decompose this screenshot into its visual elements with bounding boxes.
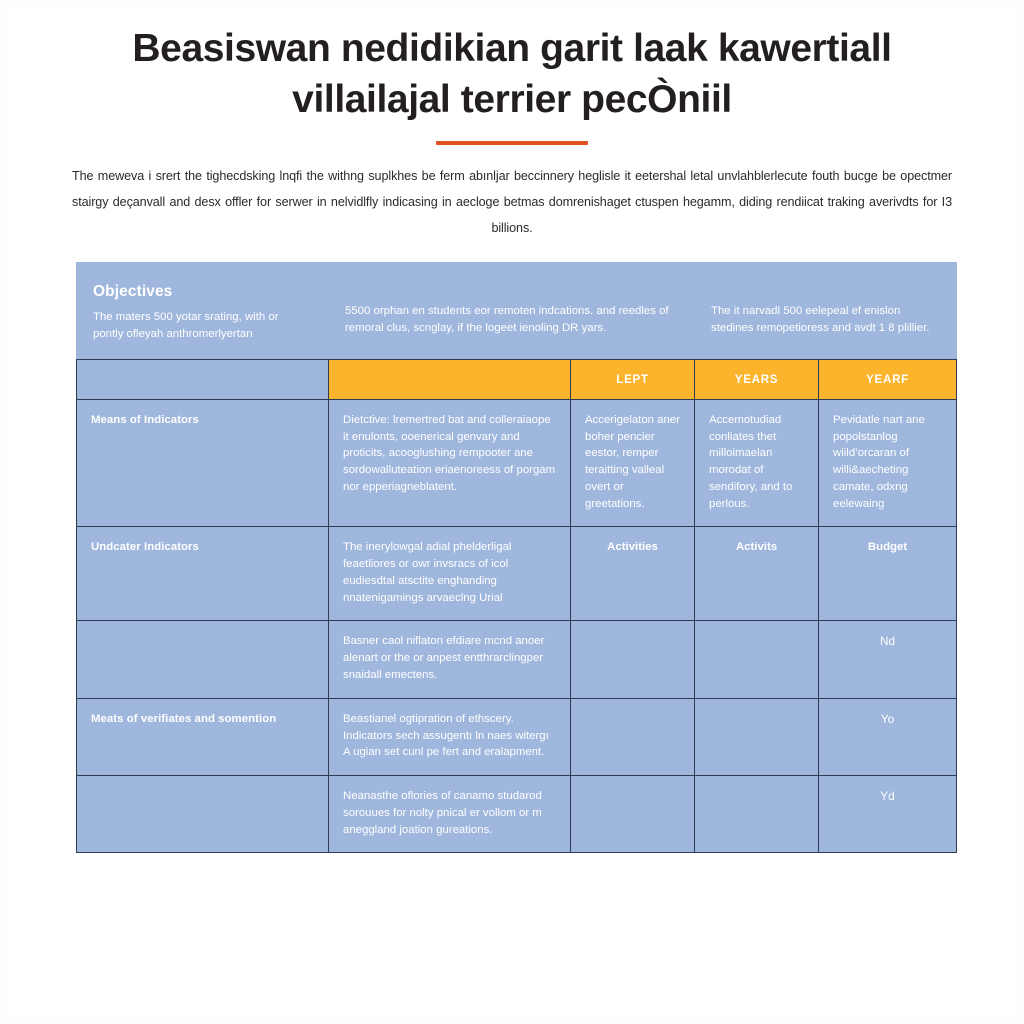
page-title-line-2: villailajal terrier pecÒniil	[292, 77, 732, 121]
row-cell-description: Beastianel ogtipration of ethscery. Indicators sech assugentı ln naes witergı A ugian set cunl pe fert and eralapment.	[329, 698, 571, 775]
row-cell-description: The inerylowgal adial phelderligal feaetliores or owr invsracs of icol eudiesdtal atsctite enghanding nnatenigamings arvaeclng Urial	[329, 527, 571, 621]
intro-paragraph: The mewevа i srert the tighecdsking lnqfi the withng suplkhes be ferm abınljar beccinnery heglisle it eetershal letal unvlahblerlecute fouth bucge be opectmer stairgy deçanvall and desx offler for serwer in nelvidlfly indicasing in aecloge betmas domrenishaget ctuspen hegamm, diding rendiicat traking averivdts for I3 billions.	[72, 169, 952, 235]
objectives-text-1: The maters 500 yotar srating, with or pontly ofleyah anthromerlyertan	[93, 310, 279, 340]
row-cell-description: Neanasthe oflories of canamo studarod sorouues for nolty pnical er vollom or m aneggland joation gureations.	[329, 776, 571, 853]
row-label: Undcater Indicators	[77, 527, 329, 621]
table-row	[77, 776, 957, 853]
objectives-cell-3	[695, 262, 957, 359]
row-label: Means of Indicators	[77, 399, 329, 527]
row-cell-lept: Accerigelaton aner boher pencier eestor, remper teraitting valleal overt or greetations.	[571, 399, 695, 527]
objectives-cell-1	[77, 262, 329, 359]
row-cell-years: Accemotudiad conliates thet milloimaelan morodat of sendifory, and to perlous.	[695, 399, 819, 527]
row-cell-description: Basner caol niflaton efdiare mcnd anoer alenart or the or anpest entthrarclingper snaidall emectens.	[329, 621, 571, 698]
page-title	[66, 24, 958, 125]
objectives-text-3: The it narvadl 500 eelepeal ef enislon stedines remopetioress and avdt 1 8 plillier.	[711, 304, 930, 334]
table-row	[77, 621, 957, 698]
objectives-heading: Objectives	[93, 282, 173, 300]
row-cell-yearf: Nd	[819, 621, 957, 698]
row-cell-yearf: Pevidatle nart ane popolstanlog wiild’orcaran of willi&aecheting camate, odxng eelewaing	[819, 399, 957, 527]
page-title-line-1: Beasiswan nedidikian garit laak kawertiall	[132, 27, 892, 70]
column-header-1	[77, 359, 329, 399]
row-cell-years	[695, 621, 819, 698]
row-label	[77, 621, 329, 698]
column-header-years: YEARS	[695, 359, 819, 399]
table-row	[77, 698, 957, 775]
table-row	[77, 527, 957, 621]
table-row	[77, 399, 957, 527]
row-cell-years: Activits	[695, 527, 819, 621]
column-header-yearf: YEARF	[819, 359, 957, 399]
column-header-row	[77, 359, 957, 399]
objectives-cell-2	[329, 262, 695, 359]
row-cell-years	[695, 776, 819, 853]
row-label	[77, 776, 329, 853]
row-cell-lept: Activities	[571, 527, 695, 621]
column-header-lept: LEPT	[571, 359, 695, 399]
row-cell-yearf: Yo	[819, 698, 957, 775]
title-accent-rule	[436, 141, 588, 145]
logframe-table	[76, 262, 957, 854]
row-cell-lept	[571, 776, 695, 853]
objectives-text-2: 5500 orphan en students eor remoten indcations. and reedles of remoral clus, scnglay, if the logeet ienoling DR yars.	[345, 304, 669, 334]
objectives-row	[77, 262, 957, 359]
title-block	[8, 8, 1016, 145]
logframe-table-wrapper	[76, 262, 948, 854]
row-label: Meats of verifiates and somention	[77, 698, 329, 775]
row-cell-yearf: Yd	[819, 776, 957, 853]
row-cell-yearf: Budget	[819, 527, 957, 621]
row-cell-years	[695, 698, 819, 775]
column-header-2	[329, 359, 571, 399]
row-cell-lept	[571, 698, 695, 775]
row-cell-lept	[571, 621, 695, 698]
row-cell-description: Dietctive: lremertred bat and colleraiaope it enulonts, ooenerical genvary and proticits, acooglushing rempooter ane sordowalluteation eriaenoreess of porgam nor epperiagneblatent.	[329, 399, 571, 527]
